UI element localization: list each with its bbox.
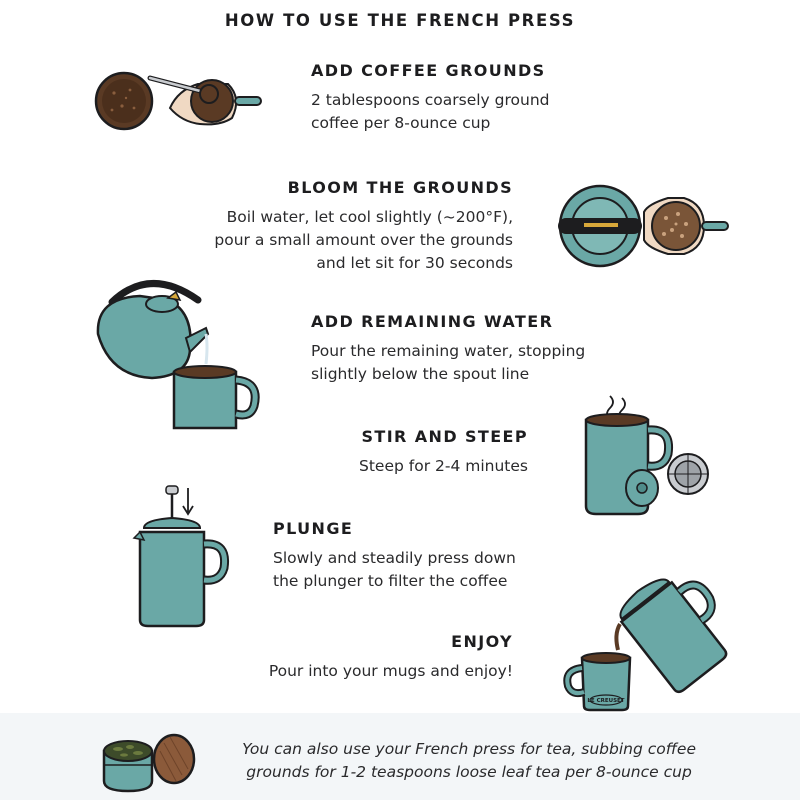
step-heading: STIR AND STEEP bbox=[361, 427, 528, 446]
step-stir-and-steep bbox=[359, 427, 528, 478]
step-description: Steep for 2-4 minutes bbox=[359, 457, 528, 475]
mug-brand-label: LE CREUSET bbox=[587, 698, 625, 704]
page-title: HOW TO USE THE FRENCH PRESS bbox=[224, 11, 576, 30]
coffee-grounds-scoop-icon bbox=[92, 68, 267, 134]
step-bloom-the-grounds bbox=[214, 178, 513, 275]
step-description: Slowly and steadily press down the plunger to filter the coffee bbox=[273, 549, 516, 590]
step-heading: PLUNGE bbox=[273, 519, 354, 538]
step-description: Pour into your mugs and enjoy! bbox=[268, 662, 513, 680]
step-heading: ADD REMAINING WATER bbox=[311, 312, 554, 331]
step-add-remaining-water bbox=[311, 312, 585, 386]
step-enjoy bbox=[269, 632, 513, 683]
tea-canister-icon bbox=[98, 725, 200, 795]
tea-tip-text: You can also use your French press for tea, subbing coffee grounds for 1-2 teaspoons loose leaf tea per 8-ounce cup bbox=[242, 740, 696, 781]
plunging-press-icon bbox=[130, 484, 230, 630]
step-plunge bbox=[273, 519, 516, 593]
step-heading: BLOOM THE GROUNDS bbox=[287, 178, 513, 197]
step-description: 2 tablespoons coarsely ground coffee per 8-ounce cup bbox=[311, 91, 550, 132]
step-add-coffee-grounds bbox=[311, 61, 550, 135]
tea-tip-footer bbox=[0, 713, 800, 800]
press-top-view-icon bbox=[556, 182, 736, 270]
kettle-pouring-icon bbox=[90, 272, 265, 430]
step-heading: ENJOY bbox=[451, 632, 513, 651]
steeping-press-icon bbox=[578, 388, 723, 516]
pouring-mug-icon bbox=[562, 572, 732, 714]
step-description: Pour the remaining water, stopping slightly below the spout line bbox=[311, 342, 586, 383]
step-description: Boil water, let cool slightly (~200°F), pour a small amount over the grounds and let sit for 30 seconds bbox=[214, 208, 513, 272]
step-heading: ADD COFFEE GROUNDS bbox=[311, 61, 546, 80]
